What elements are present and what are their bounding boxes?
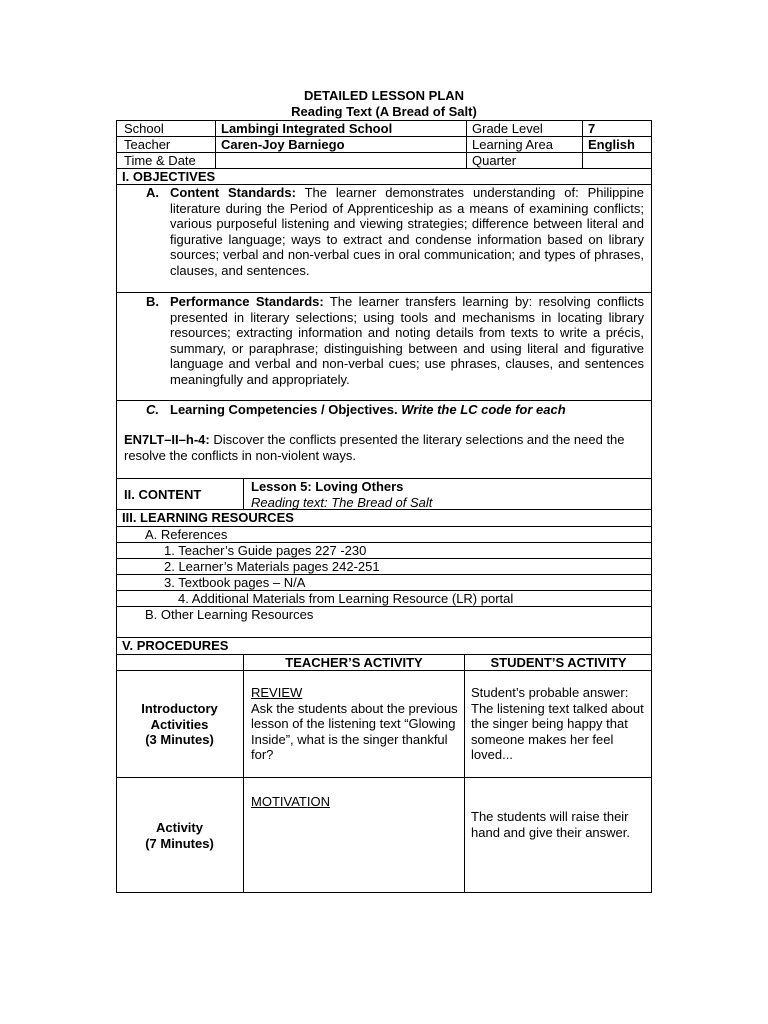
learning-resources-heading: III. LEARNING RESOURCES [122, 510, 294, 525]
document-title: DETAILED LESSON PLAN [303, 88, 465, 103]
school-label: School [124, 121, 164, 136]
learners-materials-ref: 2. Learner’s Materials pages 242-251 [164, 559, 380, 574]
content-heading: II. CONTENT [124, 487, 202, 502]
content-standards-letter: A. [146, 185, 159, 200]
school-value: Lambingi Integrated School [221, 121, 393, 136]
objectives-heading: I. OBJECTIVES [122, 169, 216, 184]
lc-code-note: Write the LC code for each [401, 402, 566, 417]
review-activity [251, 685, 459, 763]
content-standards-text: The learner demonstrates understanding of: Philippine literature during the Period of Apprenticeship as a means of examining conflicts; various purposeful listening and viewing strategies; difference between literal and figurative language; ways to extract and condense information based on library sources; verbal and non-verbal cues in oral communication; and types of phrases, clauses, and sentences. [170, 185, 644, 278]
teacher-activity-header: TEACHER’S ACTIVITY [285, 655, 423, 670]
teacher-label: Teacher [124, 137, 171, 152]
learning-competencies-label: Learning Competencies / Objectives. [170, 402, 398, 417]
review-heading: REVIEW [251, 685, 303, 700]
introductory-activities-label: Introductory Activities (3 Minutes) [141, 701, 218, 747]
grade-level-value: 7 [588, 121, 596, 136]
reading-text: Reading text: The Bread of Salt [251, 495, 433, 510]
document-subtitle: Reading Text (A Bread of Salt) [291, 104, 477, 119]
lesson-title: Lesson 5: Loving Others [251, 479, 404, 494]
learning-competencies-heading [170, 402, 644, 417]
time-date-label: Time & Date [124, 153, 196, 168]
textbook-ref: 3. Textbook pages – N/A [164, 575, 306, 590]
performance-standards [170, 294, 644, 387]
learning-area-value: English [588, 137, 635, 152]
quarter-label: Quarter [472, 153, 517, 168]
activity-label: Activity (7 Minutes) [145, 820, 214, 851]
motivation-heading: MOTIVATION [251, 794, 330, 809]
other-resources-label: B. Other Learning Resources [145, 607, 314, 622]
content-standards-label: Content Standards: [170, 185, 296, 200]
student-activity-header: STUDENT’S ACTIVITY [490, 655, 627, 670]
grade-level-label: Grade Level [472, 121, 543, 136]
teacher-value: Caren-Joy Barniego [221, 137, 345, 152]
content-standards [170, 185, 644, 278]
review-text: Ask the students about the previous lesson of the listening text “Glowing Inside”, what is the singer thankful for? [251, 700, 458, 762]
references-label: A. References [145, 527, 228, 542]
additional-materials-ref: 4. Additional Materials from Learning Resource (LR) portal [178, 591, 514, 606]
performance-standards-letter: B. [146, 294, 159, 309]
learning-competency [124, 432, 644, 463]
teachers-guide-ref: 1. Teacher’s Guide pages 227 -230 [164, 543, 367, 558]
performance-standards-text: The learner transfers learning by: resolving conflicts presented in literary selections; using tools and mechanisms in locating library resources; extracting information and noting details from texts to write a précis, summary, or paraphrase; distinguishing between and using literal and figurative language and verbal and non-verbal cues; use phrases, clauses, and sentences meaningfully and appropriately. [170, 294, 644, 387]
student-answer-1: Student’s probable answer: The listening text talked about the singer being happy that someone makes her feel loved... [471, 685, 644, 762]
learning-competencies-letter: C. [146, 402, 159, 417]
procedures-heading: V. PROCEDURES [122, 638, 229, 653]
learning-area-label: Learning Area [472, 137, 553, 152]
lc-code: EN7LT–II–h-4: [124, 432, 210, 447]
performance-standards-label: Performance Standards: [170, 294, 324, 309]
lc-text: Discover the conflicts presented the literary selections and the need the resolve the conflicts in non-violent ways. [124, 432, 625, 463]
student-answer-2: The students will raise their hand and give their answer. [471, 809, 630, 840]
